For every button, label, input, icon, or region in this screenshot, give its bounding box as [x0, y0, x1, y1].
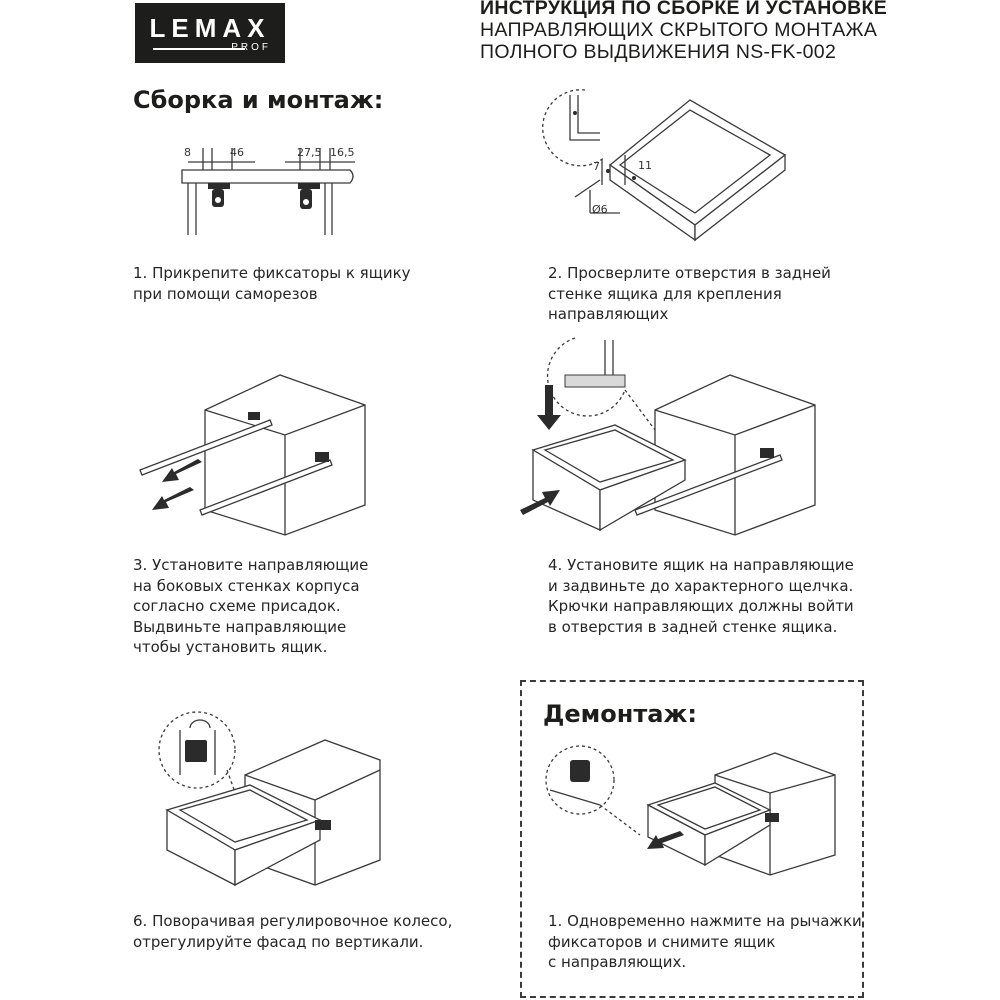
illustration-install-runners [130, 370, 380, 540]
step-4-line-4: в отверстия в задней стенке ящика. [548, 617, 838, 636]
header-line-1: ИНСТРУКЦИЯ ПО СБОРКЕ И УСТАНОВКЕ [480, 0, 888, 19]
step-4-line-1: 4. Установите ящик на направляющие [548, 556, 854, 574]
dim-8: 8 [184, 146, 191, 159]
illustration-lock-placement [170, 140, 370, 240]
dim-7: 7 [593, 160, 600, 173]
dim-11: 11 [638, 159, 652, 172]
dim-27-5: 27,5 [297, 146, 322, 159]
step-4-line-2: и задвиньте до характерного щелчка. [548, 576, 854, 595]
step-3-line-4: Выдвиньте направляющие [133, 617, 347, 636]
step-2-line-2: стенке ящика для крепления [548, 284, 782, 303]
step-1 [133, 263, 411, 304]
lock-right [298, 183, 320, 209]
step-6 [133, 911, 452, 952]
step-3-line-2: на боковых стенках корпуса [133, 576, 360, 595]
step-4-line-3: Крючки направляющих должны войти [548, 597, 854, 615]
step-1-line-2: при помощи саморезов [133, 284, 318, 303]
step-2-line-1: 2. Просверлите отверстия в задней [548, 264, 831, 282]
dim-46: 46 [230, 146, 244, 159]
step-3-line-5: чтобы установить ящик. [133, 638, 328, 656]
step-6-line-1: 6. Поворачивая регулировочное колесо, [133, 912, 453, 930]
step-3-line-3: согласно схеме присадок. [133, 597, 341, 615]
logo-word: LEMAX [149, 13, 271, 43]
step-4 [548, 555, 854, 637]
illustration-drill-holes [530, 85, 800, 250]
step-3 [133, 555, 368, 658]
step-6-line-2: отрегулируйте фасад по вертикали. [133, 932, 424, 951]
step-3-line-1: 3. Установите направляющие [133, 556, 369, 574]
dismantle-title: Демонтаж: [543, 700, 697, 728]
assembly-title: Сборка и монтаж: [133, 86, 384, 114]
dismantle-step-line-2: фиксаторов и снимите ящик [548, 932, 776, 951]
dismantle-step-line-1: 1. Одновременно нажмите на рычажки [548, 912, 862, 930]
illustration-dismantle [540, 745, 840, 875]
dismantle-step-line-3: с направляющих. [548, 953, 687, 971]
illustration-insert-drawer [515, 330, 845, 545]
dim-diameter-6: Ø6 [592, 203, 608, 216]
document-header [480, 0, 1000, 63]
logo-sub: PROF [231, 42, 271, 53]
brand-logo [135, 3, 285, 63]
dismantle-step [548, 911, 862, 973]
dim-16-5: 16,5 [330, 146, 355, 159]
step-2-line-3: направляющих [548, 305, 669, 323]
step-1-line-1: 1. Прикрепите фиксаторы к ящику [133, 264, 411, 282]
lock-left [208, 183, 230, 207]
illustration-adjust-facade [155, 710, 385, 890]
header-line-2: НАПРАВЛЯЮЩИХ СКРЫТОГО МОНТАЖА [480, 19, 878, 41]
header-line-3: ПОЛНОГО ВЫДВИЖЕНИЯ NS-FK-002 [480, 41, 837, 63]
step-2 [548, 263, 831, 325]
